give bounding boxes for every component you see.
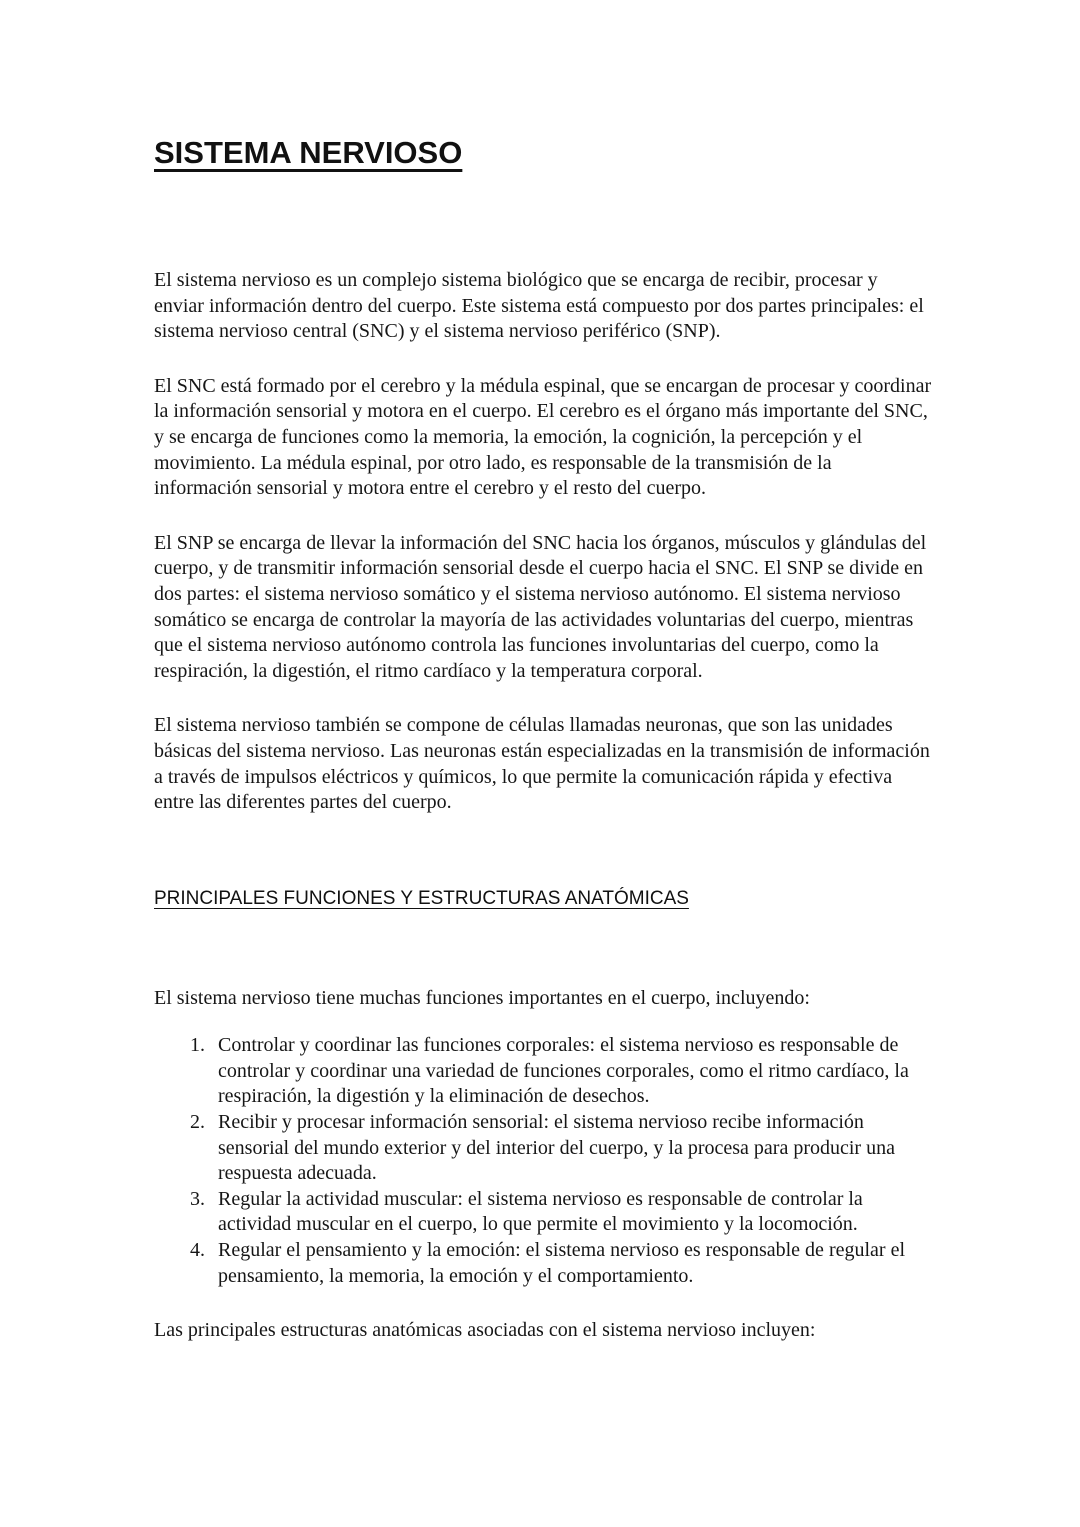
list-item-number: 3. [190,1187,205,1210]
list-item-number: 1. [190,1034,205,1057]
paragraph-neuronas: El sistema nervioso también se compone de células llamadas neuronas, que son las unidades básicas del sistema nervioso. Las neuronas están especializadas en la transmisión de información a través de impulsos eléctricos y químicos, lo que permite la comunicación rápida y efectiva entre las diferentes partes del cuerpo. [154,714,930,814]
paragraph-snp: El SNP se encarga de llevar la información del SNC hacia los órganos, músculos y glándulas del cuerpo, y de transmitir información sensorial desde el cuerpo hacia el SNC. El SNP se divide en dos partes: el sistema nervioso somático y el sistema nervioso autónomo. El sistema nervioso somático se encarga de controlar la mayoría de las actividades voluntarias del cuerpo, mientras que el sistema nervioso autónomo controla las funciones involuntarias del cuerpo, como la respiración, la digestión, el ritmo cardíaco y la temperatura corporal. [154,531,927,682]
section-heading-funciones: PRINCIPALES FUNCIONES Y ESTRUCTURAS ANATÓMICAS [154,887,689,909]
list-item-number: 2. [190,1111,205,1134]
paragraph-intro: El sistema nervioso es un complejo sistema biológico que se encarga de recibir, procesar y enviar información dentro del cuerpo. Este sistema está compuesto por dos partes principales: el sistema nervioso central (SNC) y el sistema nervioso periférico (SNP). [154,269,924,343]
list-item [154,1033,932,1110]
list-item [154,1238,932,1289]
functions-intro-text: El sistema nervioso tiene muchas funciones importantes en el cuerpo, incluyendo: [154,986,810,1009]
list-item-text: Regular el pensamiento y la emoción: el sistema nervioso es responsable de regular el pensamiento, la memoria, la emoción y el comportamiento. [218,1239,906,1287]
paragraph-snc: El SNC está formado por el cerebro y la médula espinal, que se encargan de procesar y coordinar la información sensorial y motora en el cuerpo. El cerebro es el órgano más importante del SNC, y se encarga de funciones como la memoria, la emoción, la cognición, la percepción y el movimiento. La médula espinal, por otro lado, es responsable de la transmisión de la información sensorial y motora entre el cerebro y el resto del cuerpo. [154,374,932,500]
list-item-number: 4. [190,1239,205,1262]
document-title: SISTEMA NERVIOSO [154,135,463,170]
list-item-text: Controlar y coordinar las funciones corporales: el sistema nervioso es responsable de controlar y coordinar una variedad de funciones corporales, como el ritmo cardíaco, la respiración, la digestión y la eliminación de desechos. [218,1034,909,1108]
functions-numbered-list [154,1033,932,1289]
list-item-text: Recibir y procesar información sensorial: el sistema nervioso recibe información sensorial del mundo exterior y del interior del cuerpo, y la procesa para producir una respuesta adecuada. [218,1111,895,1185]
list-item [154,1187,932,1238]
structures-intro-text: Las principales estructuras anatómicas asociadas con el sistema nervioso incluyen: [154,1319,816,1342]
list-item-text: Regular la actividad muscular: el sistema nervioso es responsable de controlar la actividad muscular en el cuerpo, lo que permite el movimiento y la locomoción. [218,1187,863,1236]
list-item [154,1110,932,1187]
